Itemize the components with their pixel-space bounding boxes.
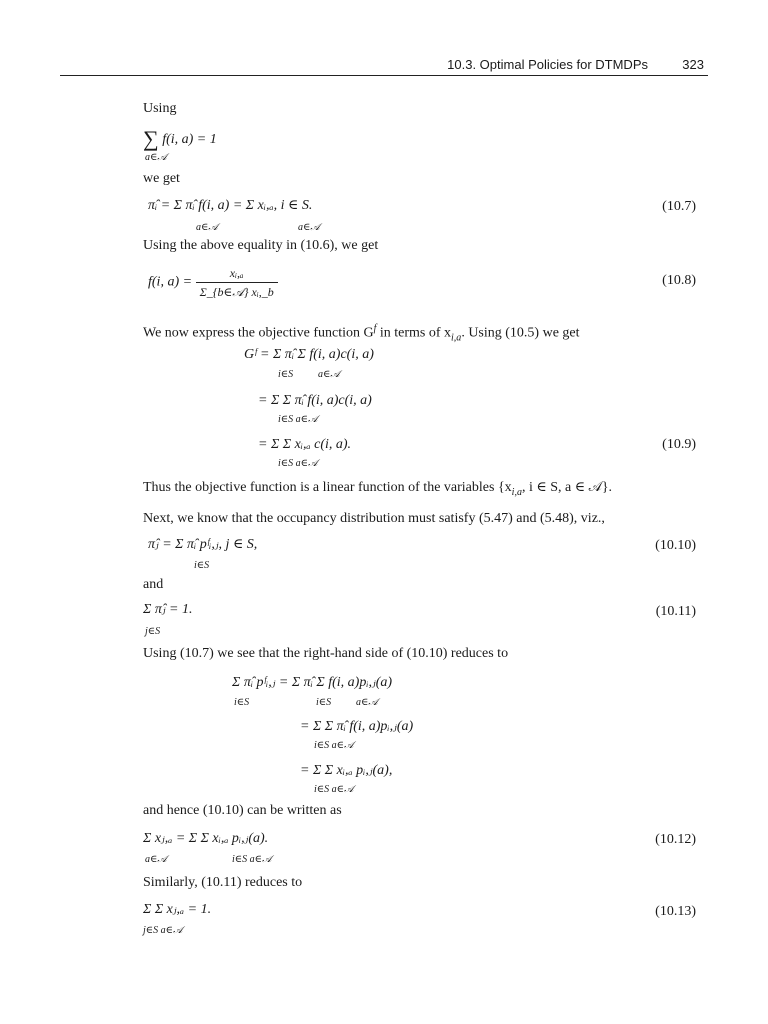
sum-symbol: ∑ — [143, 126, 159, 151]
subscript: a∈𝒜 — [298, 222, 320, 233]
equation-lhs: f(i, a) = — [148, 274, 193, 290]
paragraph-and-hence: and hence (10.10) can be written as — [143, 803, 342, 818]
page-number: 323 — [682, 57, 704, 72]
subscript: a∈𝒜 — [318, 369, 340, 380]
subscript: i∈S a∈𝒜 — [314, 740, 354, 751]
equation-number: (10.13) — [655, 904, 696, 919]
equation-rhs-line-1: Σ π̂ᵢ pᶠᵢ,ⱼ = Σ π̂ᵢ Σ f(i, a)pᵢ,ⱼ(a) — [232, 675, 393, 690]
equation-10-8 — [148, 264, 278, 301]
equation-text: π̂ᵢ = Σ π̂ᵢ f(i, a) = Σ xᵢ,ₐ, i ∈ S. — [148, 198, 313, 213]
subscript: i∈S a∈𝒜 — [278, 458, 318, 469]
header-rule — [60, 75, 708, 76]
subscript: a∈𝒜 — [145, 854, 167, 865]
paragraph-using-10-7: Using (10.7) we see that the right-hand side of (10.10) reduces to — [143, 646, 509, 661]
subscript: i∈S a∈𝒜 — [278, 414, 318, 425]
paragraph-we-get: we get — [143, 171, 180, 186]
equation-number: (10.8) — [662, 273, 696, 288]
equation-10-11: Σ π̂ⱼ = 1. — [143, 602, 193, 617]
subscript: i∈S — [278, 369, 294, 380]
paragraph-using: Using — [143, 101, 177, 116]
subscript: a∈𝒜 — [356, 697, 378, 708]
equation-10-12: Σ xⱼ,ₐ = Σ Σ xᵢ,ₐ pᵢ,ⱼ(a). — [143, 831, 269, 846]
equation-10-10: π̂ⱼ = Σ π̂ᵢ pᶠᵢ,ⱼ, j ∈ S, — [148, 537, 258, 552]
paragraph-thus: Thus the objective function is a linear function of the variables {$x_{i,a}$, i ∈ S, a ∈ 𝒜}. — [143, 480, 613, 498]
subscript: i∈S a∈𝒜 — [232, 854, 272, 865]
text-fragment: in terms of x — [376, 325, 452, 341]
section-title: 10.3. Optimal Policies for DTMDPs — [447, 57, 648, 72]
subscript: i∈S — [316, 697, 332, 708]
equation-number: (10.9) — [662, 437, 696, 452]
text-fragment: Thus the objective function is a linear function of the variables {x — [143, 480, 512, 495]
paragraph-and: and — [143, 577, 164, 592]
text-fragment: . Using (10.5) we get — [461, 325, 580, 341]
subscript: j∈S — [145, 626, 161, 637]
paragraph-now-express: We now express the objective function $G^f$ in terms of $x_{i,a}$. Using (10.5) we get — [143, 323, 580, 344]
equation-10-7 — [148, 197, 312, 215]
subscript: a∈𝒜 — [145, 152, 167, 163]
equation-number: (10.7) — [662, 199, 696, 214]
subscript: i∈S — [194, 560, 210, 571]
equation-10-9-line-3: = Σ Σ xᵢ,ₐ c(i, a). — [258, 437, 352, 452]
fraction — [196, 264, 278, 301]
running-header — [60, 56, 708, 76]
paragraph-next: Next, we know that the occupancy distribution must satisfy (5.47) and (5.48), viz., — [143, 511, 605, 526]
text-fragment: , i ∈ S, a ∈ 𝒜}. — [521, 480, 613, 495]
subscript: i∈S a∈𝒜 — [314, 784, 354, 795]
text-fragment: We now express the objective function G — [143, 325, 374, 341]
equation-10-9-line-2: = Σ Σ π̂ᵢ f(i, a)c(i, a) — [258, 393, 372, 408]
equation-number: (10.11) — [655, 604, 696, 619]
subscript: i∈S — [234, 697, 250, 708]
equation-sum-f — [143, 127, 217, 149]
equation-10-9-line-1: Gᶠ = Σ π̂ᵢ Σ f(i, a)c(i, a) — [244, 347, 374, 362]
equation-number: (10.12) — [655, 832, 696, 847]
equation-rhs-line-2: = Σ Σ π̂ᵢ f(i, a)pᵢ,ⱼ(a) — [300, 719, 414, 734]
denominator: Σ_{b∈𝒜} xᵢ,_b — [199, 285, 274, 299]
paragraph-using-above: Using the above equality in (10.6), we get — [143, 238, 379, 253]
subscript: j∈S a∈𝒜 — [143, 925, 183, 936]
equation-text: f(i, a) = 1 — [162, 132, 217, 147]
equation-10-13: Σ Σ xⱼ,ₐ = 1. — [143, 902, 212, 917]
equation-number: (10.10) — [655, 538, 696, 553]
numerator: xᵢ,ₐ — [196, 264, 278, 283]
subscript: a∈𝒜 — [196, 222, 218, 233]
equation-rhs-line-3: = Σ Σ xᵢ,ₐ pᵢ,ⱼ(a), — [300, 763, 393, 778]
paragraph-similarly: Similarly, (10.11) reduces to — [143, 875, 303, 890]
